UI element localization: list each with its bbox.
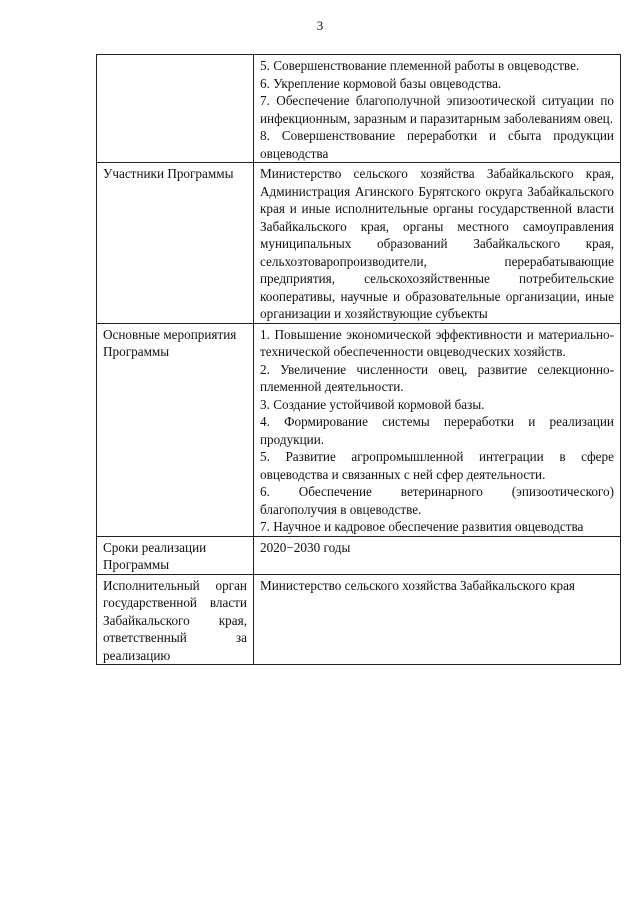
row-value-timeframe: [254, 536, 621, 574]
program-passport-table: [96, 54, 621, 665]
row-value-main-activities: [254, 323, 621, 536]
row-label: Основные мероприятия Программы: [103, 326, 237, 359]
task-item-7: 7. Обеспечение благополучной эпизоотической ситуации по инфекционным, заразным и паразитарным заболеваниям овец.: [260, 93, 614, 126]
activity-item-2: 2. Увеличение численности овец, развитие селекционно-племенной деятельности.: [260, 361, 614, 394]
row-value-participants: [254, 163, 621, 324]
table-row-main-activities: [97, 323, 621, 536]
row-label-empty: [97, 55, 254, 163]
row-value-tasks: [254, 55, 621, 163]
row-label-responsible-body: [97, 574, 254, 665]
table-row-responsible-body: [97, 574, 621, 665]
row-label-timeframe: [97, 536, 254, 574]
table-row-participants: [97, 163, 621, 324]
activity-item-4: 4. Формирование системы переработки и реализации продукции.: [260, 414, 614, 447]
activity-item-5: 5. Развитие агропромышленной интеграции в сфере овцеводства и связанных с ней сфер деятельности.: [260, 449, 614, 482]
participants-text: Министерство сельского хозяйства Забайкальского края, Администрация Агинского Бурятского округа Забайкальского края и иные исполнительные органы государственной власти Забайкальского края, органы местного самоуправления муниципальных образований Забайкальского края, сельхозтоваропроизводители, перерабатывающие предприятия, сельскохозяйственные потребительские кооперативы, научные и образовательные организации, иные организации и хозяйствующие субъекты: [260, 166, 614, 321]
activity-item-1: 1. Повышение экономической эффективности и материально-технической обеспеченности овцеводческих хозяйств.: [260, 326, 614, 359]
row-label: Исполнительный орган государственной власти Забайкальского края, ответственный за реализацию: [103, 577, 247, 663]
task-item-8: 8. Совершенствование переработки и сбыта продукции овцеводства: [260, 128, 614, 161]
row-label-main-activities: [97, 323, 254, 536]
responsible-body-text: Министерство сельского хозяйства Забайкальского края: [260, 577, 575, 593]
row-label: Участники Программы: [103, 166, 234, 181]
row-label-participants: [97, 163, 254, 324]
timeframe-text: 2020−2030 годы: [260, 539, 351, 555]
task-item-5: 5. Совершенствование племенной работы в овцеводстве.: [260, 58, 580, 73]
table-row-timeframe: [97, 536, 621, 574]
page-number: 3: [316, 18, 324, 33]
row-label: Сроки реализации Программы: [103, 539, 207, 572]
table-row-tasks-continued: [97, 55, 621, 163]
task-item-6: 6. Укрепление кормовой базы овцеводства.: [260, 75, 502, 91]
row-value-responsible-body: [254, 574, 621, 665]
activity-item-6: 6. Обеспечение ветеринарного (эпизоотического) благополучия в овцеводстве.: [260, 484, 614, 517]
activity-item-3: 3. Создание устойчивой кормовой базы.: [260, 396, 485, 412]
activity-item-7: 7. Научное и кадровое обеспечение развития овцеводства: [260, 519, 584, 534]
